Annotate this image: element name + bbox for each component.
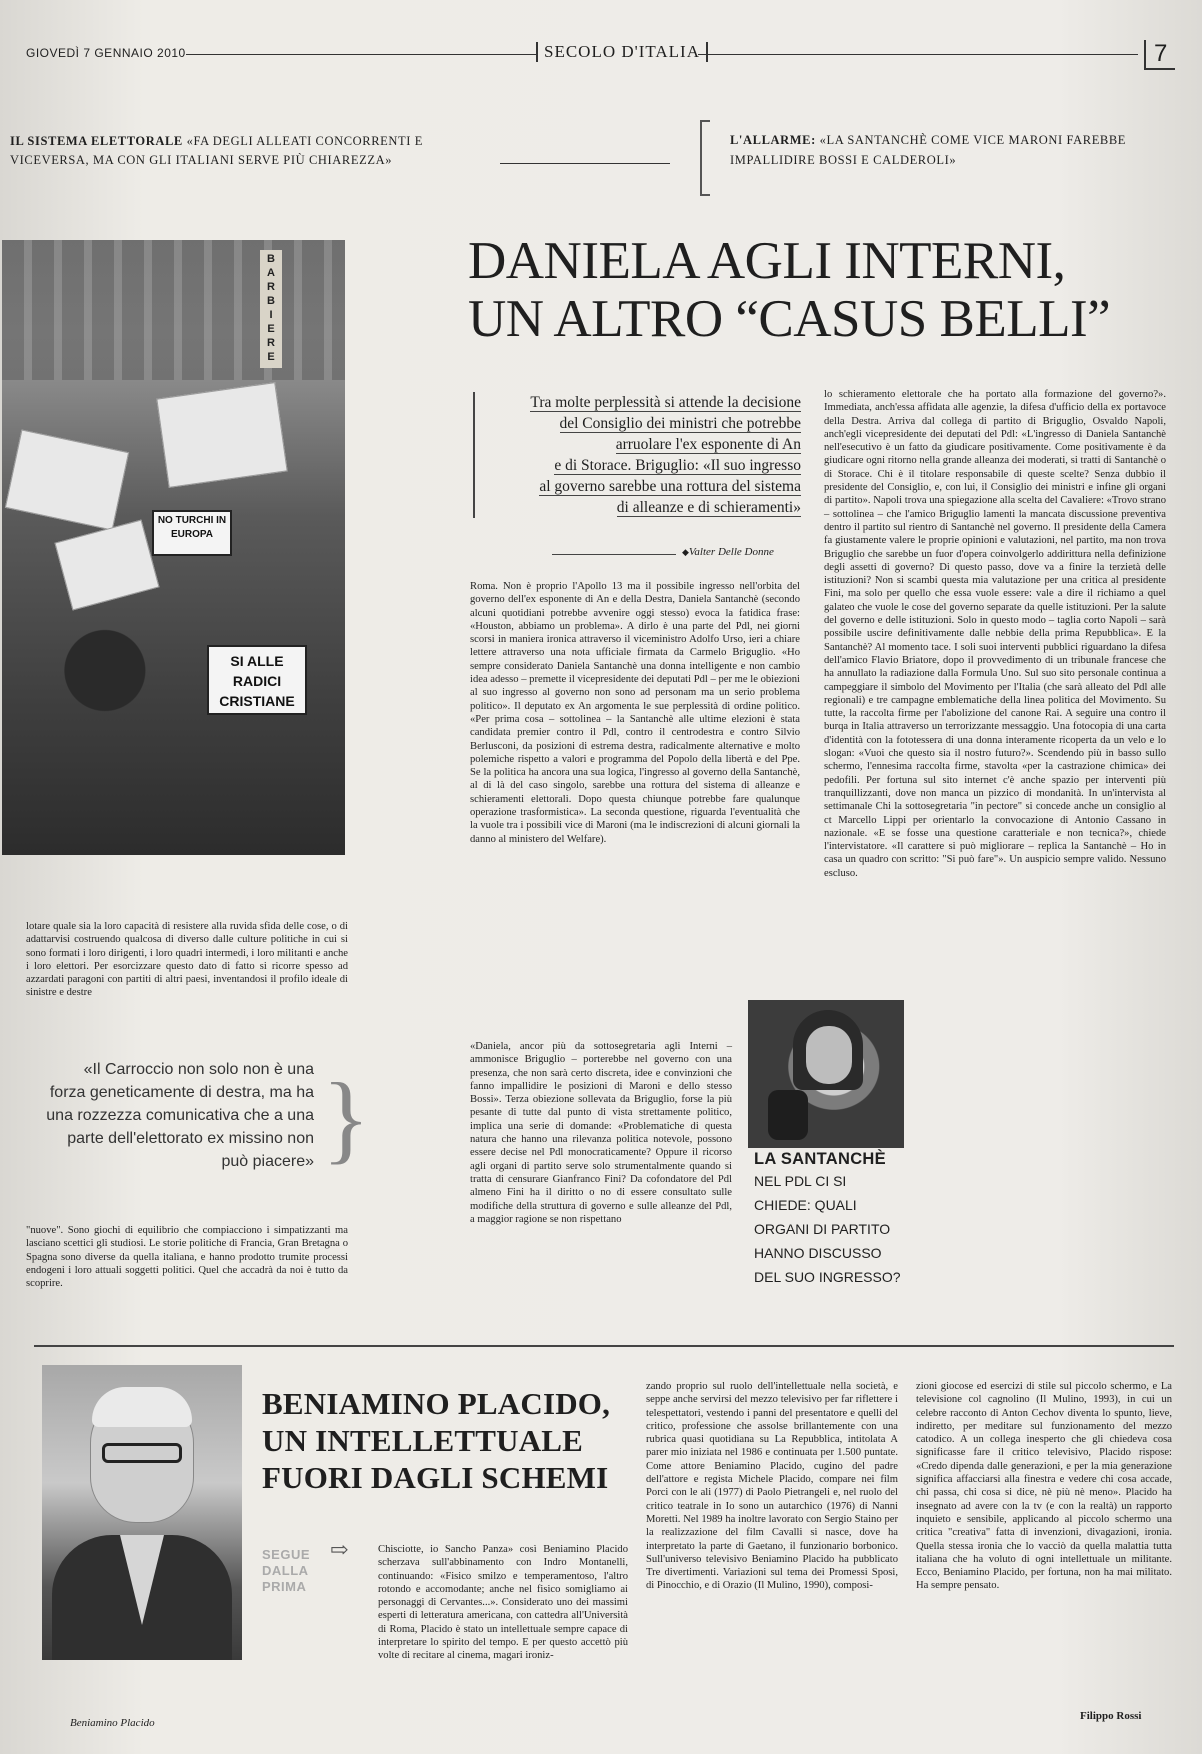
summary-line: del Consiglio dei ministri che potrebbe <box>559 415 801 432</box>
callout-title: LA SANTANCHÈ <box>754 1150 886 1168</box>
left-column-text-continued <box>26 1224 348 1290</box>
left-paragraph: "nuove". Sono giochi di equilibrio che compiacciono i simpatizzanti ma lasciano scettici gli studiosi. Le storie politiche di Francia, Gran Bretagna o Spagna sono diverse da quella italiana, e hanno prodotto trumite processi endogeni i loro attuali soggetti politici. Quel che accadrà da noi è tutto da scoprire. <box>26 1225 348 1290</box>
masthead-rule-left <box>186 54 536 55</box>
placido-headline-line1: BENIAMINO PLACIDO, <box>262 1386 611 1421</box>
article-paragraph: «Daniela, ancor più da sottosegretaria agli Interni – ammonisce Briguglio – porterebbe nel governo con una presenza, che non sarà certo discreta, idee e convinzioni che fanno impallidire le posizioni di Maroni e dello stesso Bossi». Terza obiezione sollevata da Briguglio, forse la più pesante di tutte dal punto di vista strettamente politico, implica una serie di domande: «Problematiche di questa natura che hanno una rilevanza politica notevole, possono essere decise nel Pdl monocraticamente? Oppure il ricorso agli organi di partito serve solo strumentalmente quando si tratta di censurare Gianfranco Fini? Da cofondatore del Pdl almeno Fini ha il diritto o no di essere consultato sulle modifiche della struttura di governo e sulle alleanze del Pdl, a maggior ragione se non rispettano <box>470 1041 732 1225</box>
summary-line: Tra molte perplessità si attende la decisione <box>530 394 801 411</box>
headline-line2: UN ALTRO “CASUS BELLI” <box>468 290 1111 348</box>
placido-headline <box>262 1385 642 1496</box>
left-paragraph: lotare quale sia la loro capacità di resistere alla ruvida sfida delle cose, o di adattarvisi costruendo qualcosa di diverso dalle culture politiche in cui si sono formati i loro dirigenti, i loro quadri intermedi, i loro militanti e anche i loro elettori. Per esorcizzare questo dato di fatto si ricorre spesso ad azzardati paragoni con partiti di altri paesi, inventandosi il profilo ideale di sinistre e destre <box>26 921 348 999</box>
photo-building <box>2 240 345 380</box>
crowd-photo <box>2 240 345 855</box>
article-paragraph: Roma. Non è proprio l'Apollo 13 ma il possibile ingresso nell'orbita del governo dell'ex esponente di An e della Destra, Daniela Santanchè (secondo alcuni quotidiani potrebbe avvenire oggi stesso) evoca la fatidica frase: «Houston, abbiamo un problema». A dirlo è una parte del Pdl, nei giorni scorsi in maniera ironica attraverso il viceministro Adolfo Urso, ieri a chiare lettere attraverso una nota ufficiale firmata da Carmelo Briguglio. «Ho sempre considerato Daniela Santanchè una donna intelligente e non cambio idea adesso – premette il vicepresidente dei deputati Pdl – per me le obiezioni al suo ingresso al governo non sono ad personam ma un serio problema politico». Il deputato ex An argomenta le sue perplessità di ordine politico. «Per prima cosa – sottolinea – la Santanchè alle ultime elezioni è stata candidata premier contro il Pdl, contro il centrodestra e contro Silvio Berlusconi, da posizioni di estrema destra, radicalmente alternative e molto polemiche rispetto a valori e programma del Popolo della libertà e del Ppe. Se la politica ha ancora una sua logica, l'ingresso al governo della Santanchè, al di là del caso singolo, sarebbe una rottura del sistema di alleanze e schieramenti elettorali. Dopo questa chiunque potrebbe fare qualunque operazione trasformistica». La seconda questione, riguarda l'eventualità che la vuole tra i possibili vice di Maroni (ma le indiscrezioni di alcuni giornali la danno al ministero del Welfare). <box>470 581 800 845</box>
byline-rule <box>552 554 676 555</box>
photo-sign-radici: SI ALLE RADICI CRISTIANE <box>207 645 307 715</box>
summary-line: al governo sarebbe una rottura del sistema <box>539 478 801 495</box>
article-summary <box>473 392 803 518</box>
photo-flag <box>156 382 287 488</box>
arrow-right-icon: ⇨ <box>330 1537 349 1562</box>
photo-building-sign: BARBIERE <box>260 250 282 368</box>
placido-column-3 <box>916 1380 1172 1593</box>
callout-text: NEL PDL CI SI CHIEDE: QUALI ORGANI DI PARTITO HANNO DISCUSSO DEL SUO INGRESSO? <box>754 1173 901 1285</box>
masthead-date: GIOVEDÌ 7 GENNAIO 2010 <box>26 46 186 60</box>
article-column-middle <box>470 580 800 846</box>
santanche-photo <box>748 1000 904 1148</box>
kicker-right-label: L'ALLARME: <box>730 133 816 147</box>
placido-headline-line3: FUORI DAGLI SCHEMI <box>262 1460 609 1495</box>
masthead <box>26 40 1166 76</box>
kicker-right-text: «LA SANTANCHÈ COME VICE MARONI FAREBBE IMPALLIDIRE BOSSI E CALDEROLI» <box>730 133 1127 167</box>
photo-glasses <box>102 1443 182 1463</box>
placido-paragraph: zioni giocose ed esercizi di stile sul piccolo schermo, e La televisione col cagnolino (Il Mulino, 1993), in cui un celebre racconto di Anton Cechov diventa lo spunto, lieve, indiretto, per meditare sul funzionamento del mezzo catodico. A un collega inesperto che gli chiedeva cosa significasse fare il critico televisivo, Placido rispose: «Credo dipenda dalle generazioni, e per la mia generazione significa affacciarsi alla finestra e vedere chi cosa accade, chi passa, chi cosa si dice, nè più nè meno». Placido ha insegnato ad avere con la tv (e con la realtà) un rapporto inquieto e sensibile, applicando al piccolo schermo una critica "creativa" fatta di invenzioni, divagazioni, ironia. Quella stessa ironia che lo vacciò da quella malattia tutta italiana che ha voluto di ogni intellettuale un militante. Ecco, Beniamino Placido, per fortuna, non ha mai militato. Ha sempre pensato. <box>916 1381 1172 1592</box>
author-signature: Filippo Rossi <box>1080 1710 1142 1722</box>
placido-column-2 <box>646 1380 898 1593</box>
page-number: 7 <box>1144 40 1175 70</box>
kicker-bracket <box>700 120 710 196</box>
article-column-right <box>824 388 1166 880</box>
photo-hair <box>92 1387 192 1427</box>
article-byline: ◆ Valter Delle Donne <box>682 546 774 558</box>
summary-line: e di Storace. Briguglio: «Il suo ingresso <box>554 457 801 474</box>
placido-photo <box>42 1365 242 1660</box>
placido-paragraph: zando proprio sul ruolo dell'intellettuale nella società, e seppe anche servirsi del mezzo televisivo per far riflettere i telespettatori, vestendo i panni del presentatore e quelli del critico, professione che assolse brillantemente con una rubrica quasi quotidiana su La Repubblica, intitolata A parer mio iniziata nel 1986 e continuata per 1.500 puntate. Come attore Beniamino Placido, cugino del padre dell'attore e regista Michele Placido, compare nei film Porci con le ali (1977) di Paolo Pietrangeli e, nel ruolo del critico teatrale in Io sono un autarchico (1976) di Nanni Moretti. Nel 1989 ha inoltre lavorato con Sergio Staino per la realizzazione del film Cavalli si nasce, dove ha interpretato la parte di Gaetano, il funzionario borbonico. Sull'universo televisivo Beniamino Placido ha pubblicato Tre divertimenti. Variazioni sul tema dei Promessi Sposi, di Pinocchio, e di Orazio (Il Mulino, 1990), composi- <box>646 1381 898 1592</box>
article-headline <box>468 232 1168 348</box>
left-column-text <box>26 920 348 1000</box>
photo-face <box>806 1026 852 1084</box>
pull-quote-bracket: } <box>322 1062 370 1173</box>
photo-caption: Beniamino Placido <box>70 1717 155 1729</box>
masthead-rule-right <box>698 54 1138 55</box>
summary-line: di alleanze e di schieramenti» <box>616 499 801 516</box>
photo-microphone <box>768 1090 808 1140</box>
masthead-newspaper-name: SECOLO D'ITALIA <box>536 42 708 62</box>
kicker-left-label: IL SISTEMA ELETTORALE <box>10 134 183 148</box>
kicker-left-text: «FA DEGLI ALLEATI CONCORRENTI E VICEVERSA, MA CON GLI ITALIANI SERVE PIÙ CHIAREZZA» <box>10 134 424 167</box>
headline-line1: DANIELA AGLI INTERNI, <box>468 232 1066 290</box>
placido-headline-line2: UN INTELLETTUALE <box>262 1423 584 1458</box>
placido-paragraph: Chisciotte, io Sancho Panza» così Beniamino Placido scherzava sull'abbinamento con Indro Montanelli, continuando: «Fisico smilzo e temperamentoso, l'altro rotondo e accomodante; anche nel fisico somigliamo ai personaggi di Cervantes...». Considerato uno dei massimi esperti di letteratura americana, con cattedra all'Università di Roma, Placido è stato un intellettuale sempre capace di interpretare lo spirito del tempo. E per questo accettò più volte di recitare al cinema, magari ironiz- <box>378 1544 628 1662</box>
kicker-left <box>10 132 490 170</box>
continued-from-front-label: SEGUE DALLA PRIMA <box>262 1547 311 1594</box>
photo-sign-turchi: NO TURCHI IN EUROPA <box>152 510 232 556</box>
pull-quote: «Il Carroccio non solo non è una forza geneticamente di destra, ma ha una rozzezza comunicativa che a una parte dell'elettorato ex missino non può piacere» <box>46 1061 314 1170</box>
photo-flag <box>5 429 129 530</box>
placido-column-1 <box>378 1543 628 1663</box>
article-column-middle-continued <box>470 1040 732 1226</box>
summary-line: arruolare l'ex esponente di An <box>615 436 801 453</box>
photo-flag <box>54 520 159 611</box>
santanche-callout <box>754 1150 904 1289</box>
article-paragraph: lo schieramento elettorale che ha portato alla formazione del governo?». Immediata, anch'essa affidata alle agenzie, la difesa d'ufficio della ex portavoce della Destra. Arriva dal collega di partito di Briguglio, Osvaldo Napoli, anch'egli vicepresidente dei deputati del Pdl: «L'ingresso di Daniela Santanchè nell'esecutivo è un fatto da giudicare positivamente. Come positivamente è da giudicare ogni ritorno nella grande alleanza dei moderati, si tratti di Santanchè o di Storace. Chi è il titolare responsabile di queste scelte? Senza dubbio il presidente del Consiglio, e, con lui, il Consiglio dei ministri e infine gli organi di partito». Napoli trova una spiegazione alla scelta del Cavaliere: «Trovo strano – sottolinea – che l'amico Briguglio lamenti la mancata discussione preventiva dentro il partito sul rientro di Santanchè nel governo. Il presidente della Camera fa giustamente valere le proprie opinioni e valutazioni, nel partito, ma non trova Briguglio che sarebbe un fuor d'opera coinvolgerlo addirittura nella definizione degli assetti di governo? Di questo passo, dove va a finire la terzietà delle istituzioni? Non si scambi questa mia valutazione per una critica al presidente Fini, ma solo per quello che essa vuole essere: vale a dire il richiamo a quel galateo che vuole le cose del governo separate da quelle istituzioni. Per la salute del governo e delle istituzioni. Solo in questo modo – taglia corto Napoli – sarà possibile uscire definitivamente dalle nebbie della prima Repubblica». E la Santanchè? Al momento tace. I soli suoi interventi pubblici riguardano la difesa dell'amico Flavio Briatore, dopo il provvedimento di un tribunale francese che ha annullato la radiazione dalla Formula Uno. Sul suo sito personale continua a campeggiare il simbolo del Movimento per l'Italia (che sarà alleato del Pdl alle regionali) e tre campagne emblematiche della linea politica del Movimento. Su tutte, la raccolta firme per l'abolizione del canone Rai. A seguire una contro il burqa in Italia attraverso un terrorizzante messaggio. Una fotocopia di una carta d'identità con la fototessera di una donna interamente ricoperta da un velo e lo slogan: «Vuoi che questo sia il nostro futuro?». Scendendo più in basso sullo schermo, l'ennesima raccolta firme, stavolta «per la castrazione chimica» dei pedofili. Per fortuna sul sito internet c'è anche spazio per interventi più tranquillizzanti, dove non manca un pizzico di mondanità. In un'intervista al settimanale Chi la sottosegretaria "in pectore" si concede anche un consiglio al ct Marcello Lippi per orientarlo la convocazione di Antonio Cassano in nazionale. «E se fosse una questione caratteriale e non tecnica?», chiede l'intervistatore. «Il carattere si può migliorare – replica la Santanchè – Ho in casa un quadro con scritto: "Si può fare"». Un auspicio sempre valido. Nessuno escluso. <box>824 389 1166 879</box>
kicker-right <box>730 130 1170 170</box>
kicker-rule <box>500 163 670 164</box>
